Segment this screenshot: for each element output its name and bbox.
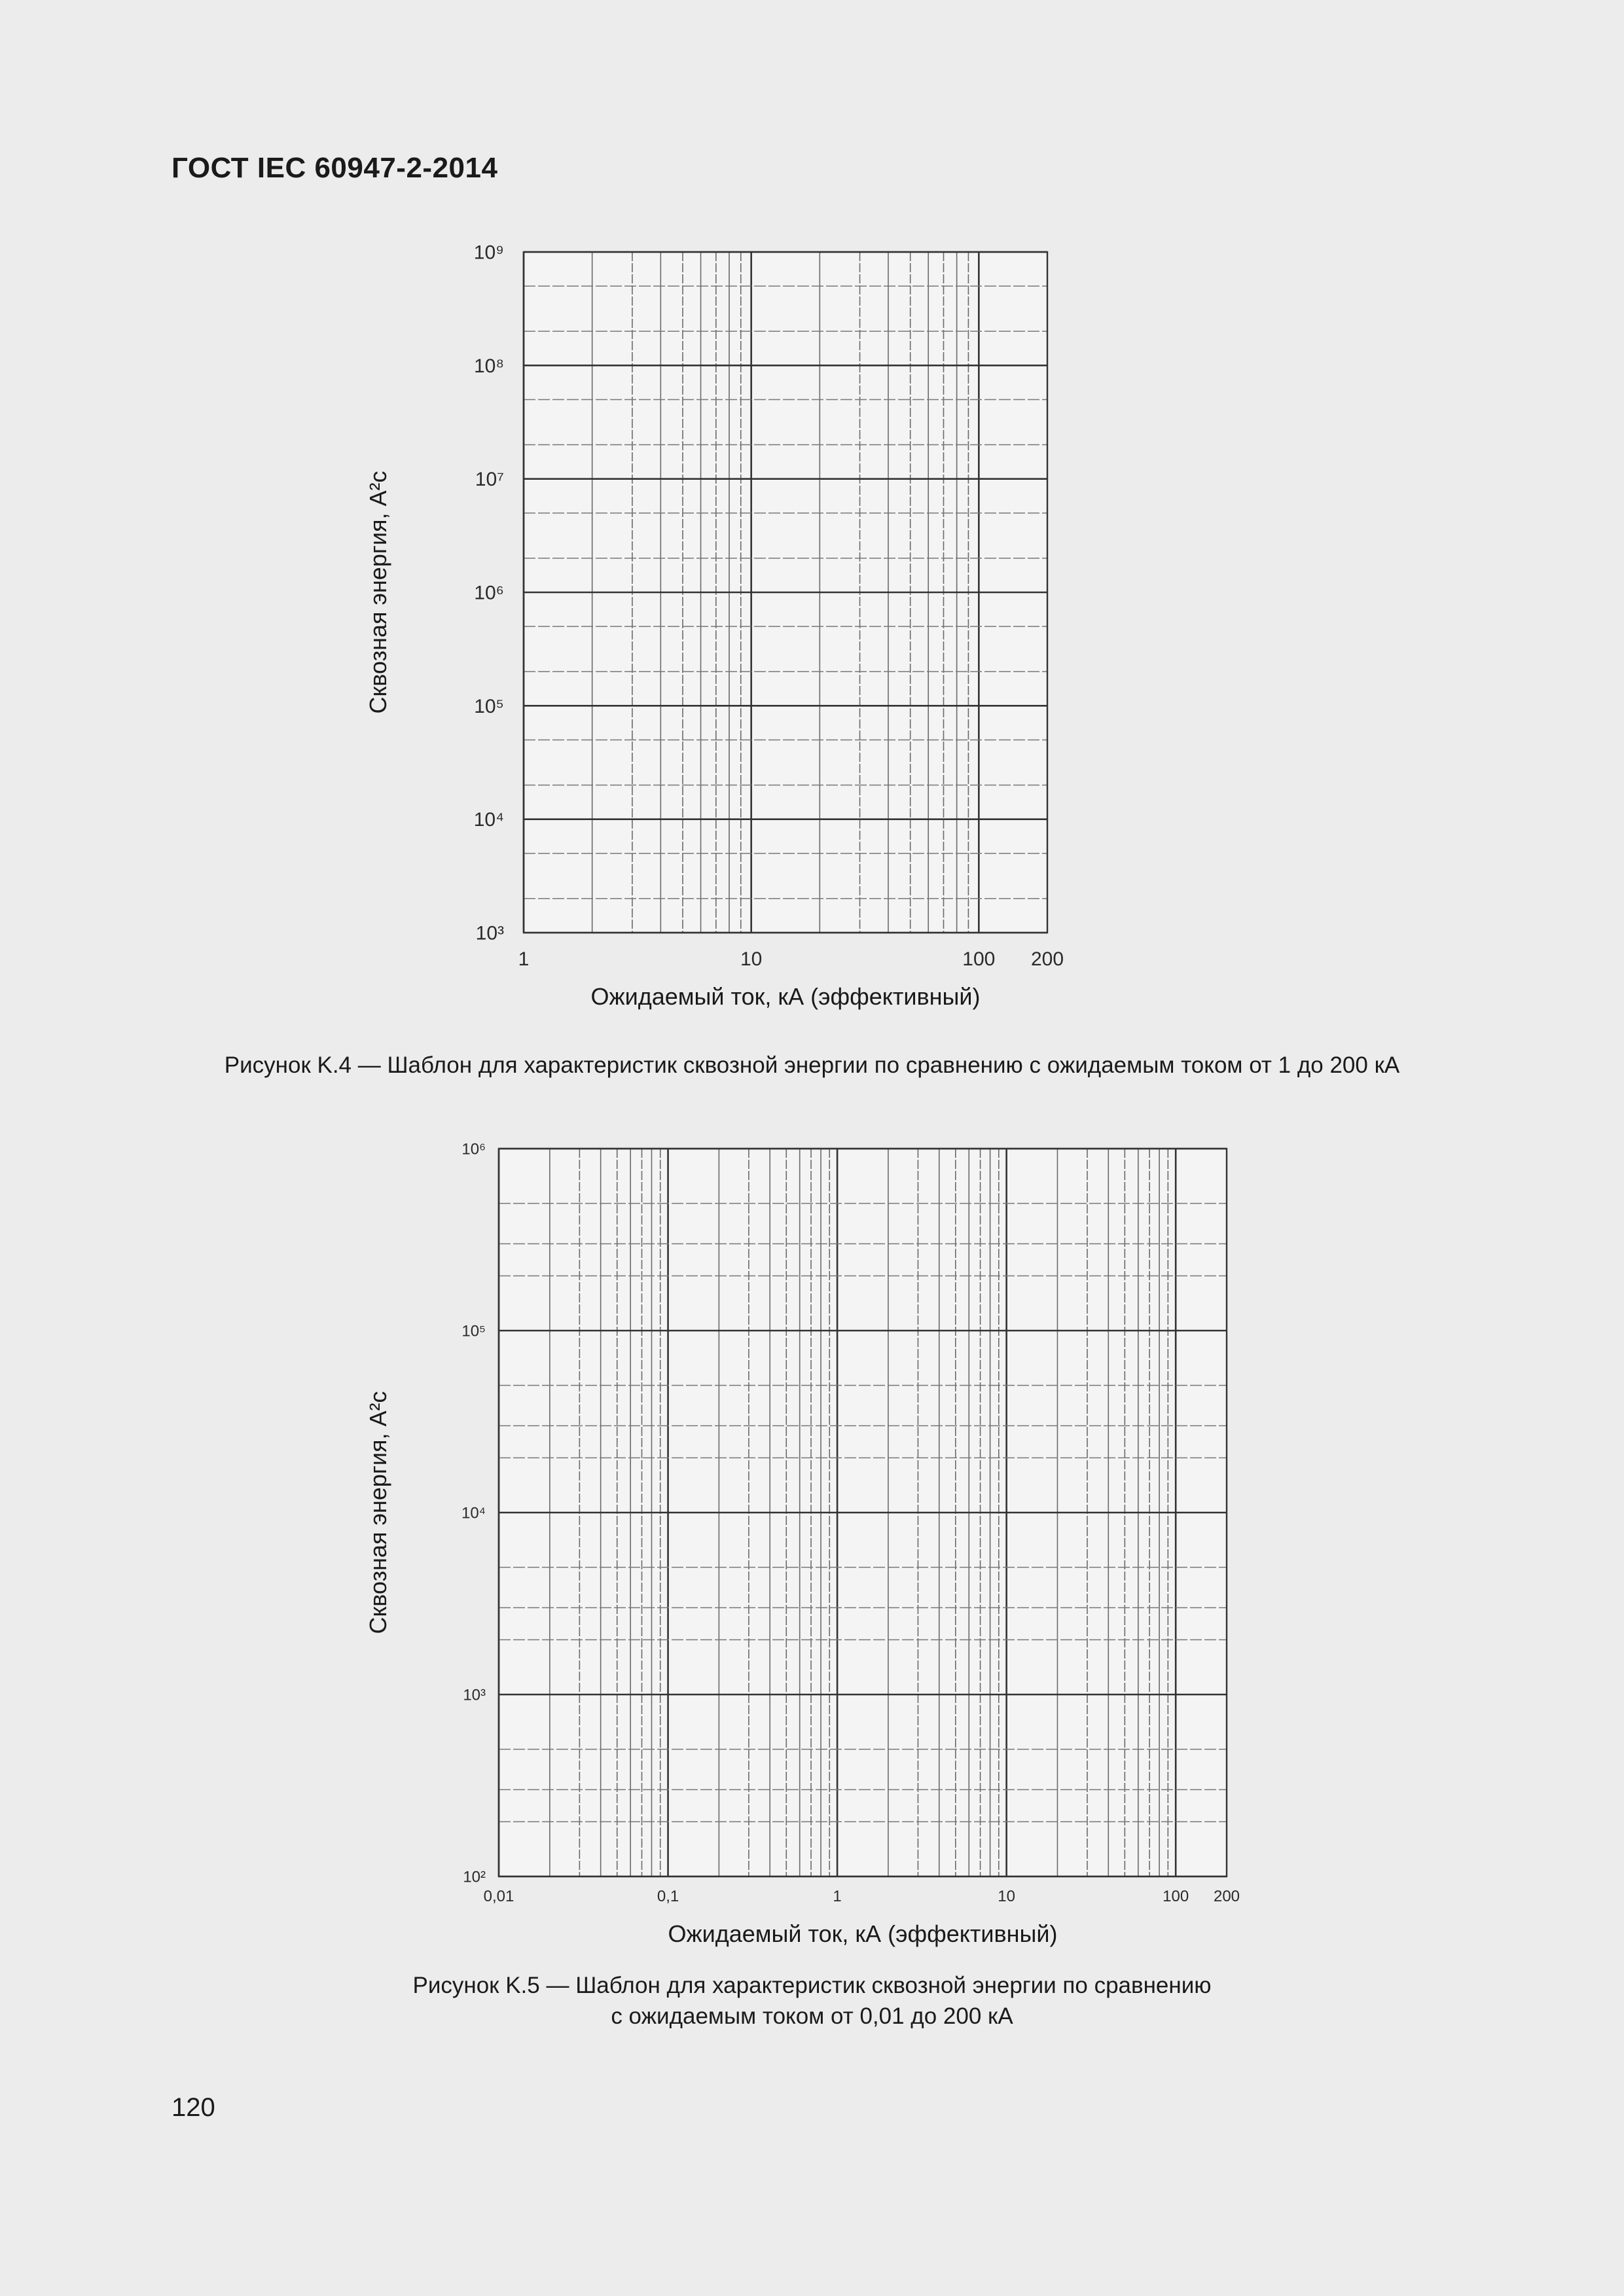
x-tick-label: 200 — [1030, 948, 1064, 970]
x-tick-label: 0,01 — [483, 1888, 514, 1905]
y-tick-label: 10⁵ — [461, 1322, 486, 1340]
x-tick-label: 200 — [1213, 1888, 1240, 1905]
y-axis-label: Сквозная энергия, A²c — [365, 471, 391, 714]
x-axis-label: Ожидаемый ток, кА (эффективный) — [590, 983, 981, 1010]
figure-k5-caption-line1: Рисунок K.5 — Шаблон для характеристик сквозной энергии по сравнению — [412, 1973, 1212, 1998]
x-axis-label: Ожидаемый ток, кА (эффективный) — [668, 1920, 1058, 1947]
y-tick-label: 10⁹ — [473, 242, 504, 264]
x-tick-label: 1 — [833, 1888, 842, 1905]
x-tick-label: 10 — [740, 948, 763, 970]
y-tick-label: 10⁶ — [474, 582, 504, 604]
y-tick-label: 10⁵ — [474, 695, 504, 717]
y-tick-label: 10⁴ — [461, 1504, 486, 1522]
y-tick-label: 10⁸ — [473, 355, 504, 377]
y-tick-label: 10³ — [475, 922, 504, 944]
figure-k4-caption-text: Рисунок K.4 — Шаблон для характеристик сквозной энергии по сравнению с ожидаемым током от 1 до 200 кА — [224, 1052, 1400, 1078]
x-tick-label: 10 — [998, 1888, 1015, 1905]
figure-k4-caption — [157, 1050, 1467, 1081]
y-tick-label: 10² — [463, 1868, 486, 1886]
y-tick-label: 10⁶ — [461, 1140, 486, 1158]
y-axis-label: Сквозная энергия, A²c — [365, 1391, 391, 1634]
figure-k5-caption-line2: с ожидаемым током от 0,01 до 200 кА — [611, 2003, 1013, 2030]
y-tick-label: 10⁷ — [475, 469, 504, 491]
y-tick-label: 10⁴ — [473, 809, 504, 831]
x-tick-label: 0,1 — [657, 1888, 679, 1905]
figure-k5-caption — [262, 1970, 1362, 2032]
x-tick-label: 100 — [1163, 1888, 1189, 1905]
x-tick-label: 1 — [518, 948, 530, 970]
x-tick-label: 100 — [962, 948, 996, 970]
page-number: 120 — [171, 2093, 215, 2122]
y-tick-label: 10³ — [463, 1686, 486, 1704]
document-header: ГОСТ IEC 60947-2-2014 — [171, 152, 498, 184]
